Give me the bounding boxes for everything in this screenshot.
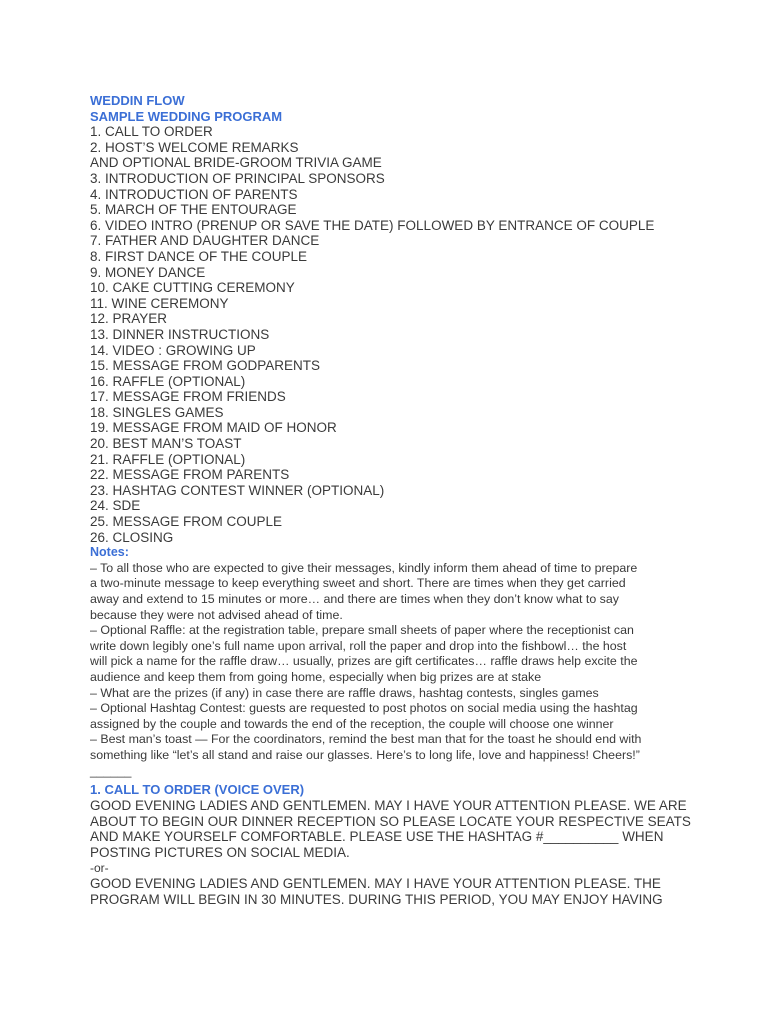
list-item: 25. MESSAGE FROM COUPLE xyxy=(90,514,283,530)
script-line: PROGRAM WILL BEGIN IN 30 MINUTES. DURING THIS PERIOD, YOU MAY ENJOY HAVING xyxy=(90,891,663,907)
script-line: GOOD EVENING LADIES AND GENTLEMEN. MAY I HAVE YOUR ATTENTION PLEASE. WE ARE xyxy=(90,798,687,814)
list-item: 6. VIDEO INTRO (PRENUP OR SAVE THE DATE) FOLLOWED BY ENTRANCE OF COUPLE xyxy=(90,217,655,233)
list-item: 11. WINE CEREMONY xyxy=(90,295,229,311)
notes-body xyxy=(90,561,690,779)
script-line: AND MAKE YOURSELF COMFORTABLE. PLEASE USE THE HASHTAG #__________ WHEN xyxy=(90,829,664,845)
note-line: because they were not advised ahead of time. xyxy=(90,607,343,622)
note-line: something like “let’s all stand and raise our glasses. Here’s to long life, love and happiness! Cheers!” xyxy=(90,747,640,762)
note-line: assigned by the couple and towards the end of the reception, the couple will choose one winner xyxy=(90,716,614,731)
note-line: audience and keep them from going home, especially when big prizes are at stake xyxy=(90,669,542,684)
note-line: away and extend to 15 minutes or more… and there are times when they don’t know what to say xyxy=(90,592,619,606)
script-line: ABOUT TO BEGIN OUR DINNER RECEPTION SO PLEASE LOCATE YOUR RESPECTIVE SEATS xyxy=(90,813,691,829)
list-item: 19. MESSAGE FROM MAID OF HONOR xyxy=(90,420,337,436)
note-line: – Optional Hashtag Contest: guests are requested to post photos on social media using the hashtag xyxy=(90,701,638,716)
list-item: 9. MONEY DANCE xyxy=(90,264,206,280)
program-list xyxy=(90,124,690,545)
list-item: 26. CLOSING xyxy=(90,529,174,545)
list-item: 17. MESSAGE FROM FRIENDS xyxy=(90,389,286,405)
list-item: 13. DINNER INSTRUCTIONS xyxy=(90,326,270,342)
note-line: will pick a name for the raffle draw… usually, prizes are gift certificates… raffle draws help excite the xyxy=(90,654,638,669)
list-item: AND OPTIONAL BRIDE-GROOM TRIVIA GAME xyxy=(90,155,382,171)
list-item: 14. VIDEO : GROWING UP xyxy=(90,342,256,358)
script-paragraph xyxy=(90,876,690,907)
list-item: 15. MESSAGE FROM GODPARENTS xyxy=(90,358,321,374)
note-line: – Best man’s toast — For the coordinators, remind the best man that for the toast he should end with xyxy=(90,732,642,747)
list-item: 21. RAFFLE (OPTIONAL) xyxy=(90,451,246,467)
list-item: 22. MESSAGE FROM PARENTS xyxy=(90,467,290,483)
document-title: WEDDIN FLOW xyxy=(90,93,185,108)
section-title: 1. CALL TO ORDER (VOICE OVER) xyxy=(90,782,305,798)
document-subtitle: SAMPLE WEDDING PROGRAM xyxy=(90,108,283,124)
list-item: 7. FATHER AND DAUGHTER DANCE xyxy=(90,233,320,249)
list-item: 18. SINGLES GAMES xyxy=(90,404,224,420)
note-divider: ______ xyxy=(90,763,132,778)
note-line: – What are the prizes (if any) in case there are raffle draws, hashtag contests, singles games xyxy=(90,685,599,700)
script-paragraph xyxy=(90,798,690,860)
list-item: 12. PRAYER xyxy=(90,311,168,327)
script-line: POSTING PICTURES ON SOCIAL MEDIA. xyxy=(90,844,350,860)
note-line: a two-minute message to keep everything sweet and short. There are times when they get carried xyxy=(90,576,626,591)
list-item: 2. HOST’S WELCOME REMARKS xyxy=(90,139,299,155)
list-item: 8. FIRST DANCE OF THE COUPLE xyxy=(90,248,308,264)
notes-heading: Notes: xyxy=(90,545,129,560)
note-line: – To all those who are expected to give their messages, kindly inform them ahead of time to prepare xyxy=(90,560,638,575)
list-item: 1. CALL TO ORDER xyxy=(90,124,213,140)
note-line: write down legibly one’s full name upon arrival, roll the paper and drop into the fishbowl… the host xyxy=(90,638,627,653)
list-item: 24. SDE xyxy=(90,498,141,514)
script-line: GOOD EVENING LADIES AND GENTLEMEN. MAY I HAVE YOUR ATTENTION PLEASE. THE xyxy=(90,876,661,892)
list-item: 16. RAFFLE (OPTIONAL) xyxy=(90,373,246,389)
list-item: 4. INTRODUCTION OF PARENTS xyxy=(90,186,298,202)
list-item: 20. BEST MAN’S TOAST xyxy=(90,436,242,452)
list-item: 3. INTRODUCTION OF PRINCIPAL SPONSORS xyxy=(90,170,385,186)
list-item: 5. MARCH OF THE ENTOURAGE xyxy=(90,202,297,218)
note-line: – Optional Raffle: at the registration table, prepare small sheets of paper where the receptionist can xyxy=(90,623,634,638)
or-separator: -or- xyxy=(90,860,109,875)
list-item: 23. HASHTAG CONTEST WINNER (OPTIONAL) xyxy=(90,482,385,498)
document-page xyxy=(90,93,690,907)
list-item: 10. CAKE CUTTING CEREMONY xyxy=(90,280,295,296)
